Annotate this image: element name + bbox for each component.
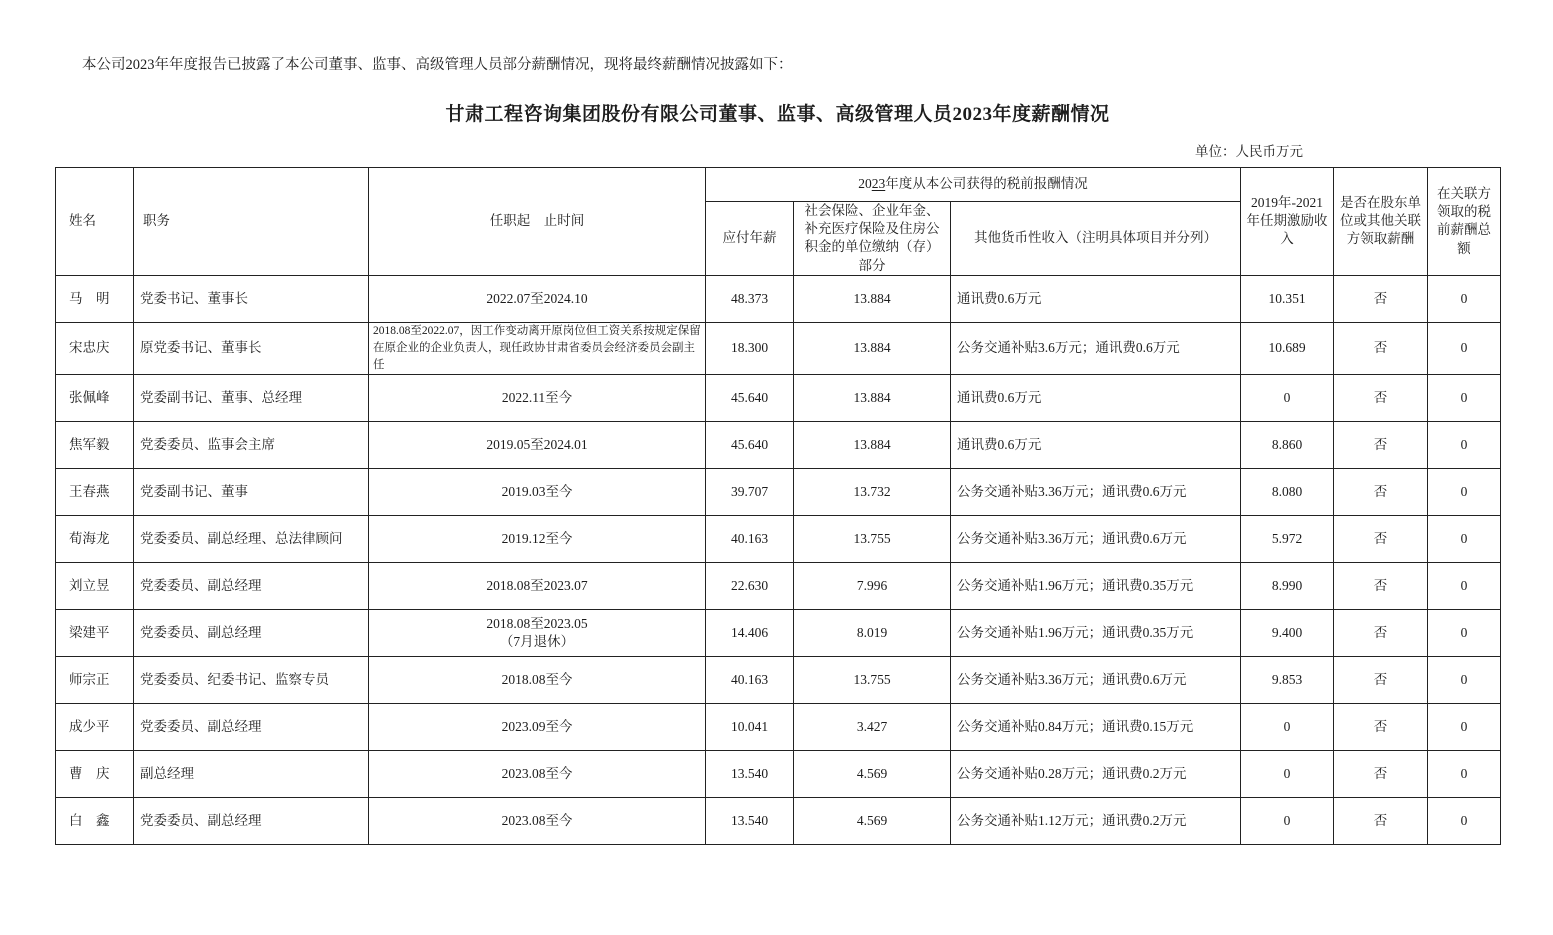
cell-term: 2018.08至今 xyxy=(369,657,706,704)
header-related-party-total: 在关联方领取的税前薪酬总额 xyxy=(1428,167,1501,275)
cell-name: 宋忠庆 xyxy=(56,322,134,375)
cell-social-insurance: 8.019 xyxy=(794,610,951,657)
header-annual-salary: 应付年薪 xyxy=(706,201,794,275)
header-position: 职务 xyxy=(134,167,369,275)
cell-related-party-pay: 否 xyxy=(1334,422,1428,469)
cell-related-party-pay: 否 xyxy=(1334,657,1428,704)
cell-social-insurance: 13.755 xyxy=(794,516,951,563)
cell-term: 2023.08至今 xyxy=(369,751,706,798)
cell-incentive: 0 xyxy=(1241,751,1334,798)
cell-incentive: 9.853 xyxy=(1241,657,1334,704)
table-row xyxy=(56,751,1501,798)
cell-other-income: 公务交通补贴3.6万元；通讯费0.6万元 xyxy=(951,322,1241,375)
cell-annual-salary: 10.041 xyxy=(706,704,794,751)
header-comp-group xyxy=(706,167,1241,201)
cell-related-party-pay: 否 xyxy=(1334,516,1428,563)
cell-related-party-pay: 否 xyxy=(1334,563,1428,610)
table-row xyxy=(56,516,1501,563)
cell-related-party-total: 0 xyxy=(1428,322,1501,375)
cell-term: 2023.09至今 xyxy=(369,704,706,751)
cell-social-insurance: 13.884 xyxy=(794,275,951,322)
cell-term: 2018.08至2023.05 （7月退休） xyxy=(369,610,706,657)
cell-position: 党委委员、副总经理 xyxy=(134,610,369,657)
salary-table xyxy=(55,167,1501,846)
cell-term: 2018.08至2022.07，因工作变动离开原岗位但工资关系按规定保留在原企业的企业负责人，现任政协甘肃省委员会经济委员会副主任 xyxy=(369,322,706,375)
cell-incentive: 5.972 xyxy=(1241,516,1334,563)
cell-other-income: 公务交通补贴1.96万元；通讯费0.35万元 xyxy=(951,563,1241,610)
cell-related-party-total: 0 xyxy=(1428,798,1501,845)
cell-position: 党委副书记、董事 xyxy=(134,469,369,516)
comp-group-prefix: 20 xyxy=(858,176,872,192)
cell-incentive: 8.860 xyxy=(1241,422,1334,469)
cell-incentive: 8.080 xyxy=(1241,469,1334,516)
document-page xyxy=(55,56,1500,845)
cell-position: 党委委员、副总经理 xyxy=(134,704,369,751)
cell-social-insurance: 13.755 xyxy=(794,657,951,704)
intro-paragraph: 本公司2023年年度报告已披露了本公司董事、监事、高级管理人员部分薪酬情况，现将最终薪酬情况披露如下： xyxy=(82,57,793,73)
cell-related-party-total: 0 xyxy=(1428,275,1501,322)
cell-incentive: 10.689 xyxy=(1241,322,1334,375)
cell-incentive: 0 xyxy=(1241,798,1334,845)
table-row xyxy=(56,798,1501,845)
cell-name: 曹 庆 xyxy=(56,751,134,798)
cell-incentive: 9.400 xyxy=(1241,610,1334,657)
cell-name: 焦军毅 xyxy=(56,422,134,469)
cell-related-party-total: 0 xyxy=(1428,422,1501,469)
header-term: 任职起 止时间 xyxy=(369,167,706,275)
cell-name: 荀海龙 xyxy=(56,516,134,563)
cell-annual-salary: 45.640 xyxy=(706,375,794,422)
cell-related-party-total: 0 xyxy=(1428,375,1501,422)
cell-annual-salary: 14.406 xyxy=(706,610,794,657)
cell-position: 党委委员、副总经理 xyxy=(134,798,369,845)
cell-term: 2022.07至2024.10 xyxy=(369,275,706,322)
table-row xyxy=(56,610,1501,657)
cell-related-party-pay: 否 xyxy=(1334,751,1428,798)
cell-name: 师宗正 xyxy=(56,657,134,704)
comp-group-suffix: 年度从本公司获得的税前报酬情况 xyxy=(885,176,1088,192)
cell-other-income: 公务交通补贴3.36万元；通讯费0.6万元 xyxy=(951,657,1241,704)
cell-other-income: 公务交通补贴0.84万元；通讯费0.15万元 xyxy=(951,704,1241,751)
cell-related-party-pay: 否 xyxy=(1334,375,1428,422)
table-row xyxy=(56,322,1501,375)
header-other-income: 其他货币性收入（注明具体项目并分列） xyxy=(951,201,1241,275)
cell-name: 张佩峰 xyxy=(56,375,134,422)
cell-other-income: 公务交通补贴3.36万元；通讯费0.6万元 xyxy=(951,469,1241,516)
cell-other-income: 公务交通补贴1.96万元；通讯费0.35万元 xyxy=(951,610,1241,657)
cell-position: 党委委员、纪委书记、监察专员 xyxy=(134,657,369,704)
cell-name: 马 明 xyxy=(56,275,134,322)
table-row xyxy=(56,422,1501,469)
cell-annual-salary: 39.707 xyxy=(706,469,794,516)
cell-name: 白 鑫 xyxy=(56,798,134,845)
cell-related-party-total: 0 xyxy=(1428,751,1501,798)
cell-name: 刘立昱 xyxy=(56,563,134,610)
table-row xyxy=(56,375,1501,422)
unit-note: 单位：人民币万元 xyxy=(1195,143,1303,159)
cell-other-income: 公务交通补贴0.28万元；通讯费0.2万元 xyxy=(951,751,1241,798)
table-row xyxy=(56,469,1501,516)
cell-term: 2023.08至今 xyxy=(369,798,706,845)
cell-related-party-pay: 否 xyxy=(1334,469,1428,516)
cell-social-insurance: 13.884 xyxy=(794,322,951,375)
cell-social-insurance: 13.884 xyxy=(794,422,951,469)
cell-related-party-pay: 否 xyxy=(1334,704,1428,751)
cell-related-party-pay: 否 xyxy=(1334,798,1428,845)
header-related-party-pay: 是否在股东单位或其他关联方领取薪酬 xyxy=(1334,167,1428,275)
cell-social-insurance: 4.569 xyxy=(794,798,951,845)
cell-term: 2018.08至2023.07 xyxy=(369,563,706,610)
cell-term: 2022.11至今 xyxy=(369,375,706,422)
cell-social-insurance: 4.569 xyxy=(794,751,951,798)
table-row xyxy=(56,657,1501,704)
cell-related-party-total: 0 xyxy=(1428,610,1501,657)
cell-annual-salary: 13.540 xyxy=(706,751,794,798)
cell-term: 2019.03至今 xyxy=(369,469,706,516)
cell-social-insurance: 3.427 xyxy=(794,704,951,751)
cell-related-party-pay: 否 xyxy=(1334,275,1428,322)
cell-position: 副总经理 xyxy=(134,751,369,798)
cell-position: 原党委书记、董事长 xyxy=(134,322,369,375)
cell-annual-salary: 40.163 xyxy=(706,657,794,704)
cell-related-party-total: 0 xyxy=(1428,469,1501,516)
cell-annual-salary: 40.163 xyxy=(706,516,794,563)
header-incentive: 2019年-2021年任期激励收入 xyxy=(1241,167,1334,275)
cell-annual-salary: 45.640 xyxy=(706,422,794,469)
cell-related-party-total: 0 xyxy=(1428,516,1501,563)
header-social-insurance: 社会保险、企业年金、补充医疗保险及住房公积金的单位缴纳（存）部分 xyxy=(794,201,951,275)
cell-other-income: 通讯费0.6万元 xyxy=(951,375,1241,422)
cell-annual-salary: 18.300 xyxy=(706,322,794,375)
cell-incentive: 10.351 xyxy=(1241,275,1334,322)
cell-incentive: 0 xyxy=(1241,375,1334,422)
cell-term: 2019.05至2024.01 xyxy=(369,422,706,469)
cell-related-party-pay: 否 xyxy=(1334,610,1428,657)
table-row xyxy=(56,704,1501,751)
cell-annual-salary: 22.630 xyxy=(706,563,794,610)
cell-term: 2019.12至今 xyxy=(369,516,706,563)
cell-incentive: 8.990 xyxy=(1241,563,1334,610)
cell-other-income: 通讯费0.6万元 xyxy=(951,275,1241,322)
cell-name: 王春燕 xyxy=(56,469,134,516)
page-title: 甘肃工程咨询集团股份有限公司董事、监事、高级管理人员2023年度薪酬情况 xyxy=(445,103,1110,125)
cell-related-party-total: 0 xyxy=(1428,704,1501,751)
cell-other-income: 公务交通补贴1.12万元；通讯费0.2万元 xyxy=(951,798,1241,845)
cell-related-party-pay: 否 xyxy=(1334,322,1428,375)
comp-group-underlined: 23 xyxy=(871,176,886,192)
cell-social-insurance: 7.996 xyxy=(794,563,951,610)
cell-related-party-total: 0 xyxy=(1428,563,1501,610)
cell-position: 党委委员、监事会主席 xyxy=(134,422,369,469)
cell-annual-salary: 48.373 xyxy=(706,275,794,322)
table-row xyxy=(56,275,1501,322)
cell-name: 成少平 xyxy=(56,704,134,751)
cell-position: 党委委员、副总经理 xyxy=(134,563,369,610)
cell-position: 党委书记、董事长 xyxy=(134,275,369,322)
cell-position: 党委副书记、董事、总经理 xyxy=(134,375,369,422)
salary-table-body xyxy=(56,275,1501,845)
cell-other-income: 通讯费0.6万元 xyxy=(951,422,1241,469)
cell-social-insurance: 13.884 xyxy=(794,375,951,422)
cell-incentive: 0 xyxy=(1241,704,1334,751)
table-row xyxy=(56,563,1501,610)
cell-name: 梁建平 xyxy=(56,610,134,657)
cell-social-insurance: 13.732 xyxy=(794,469,951,516)
cell-other-income: 公务交通补贴3.36万元；通讯费0.6万元 xyxy=(951,516,1241,563)
cell-position: 党委委员、副总经理、总法律顾问 xyxy=(134,516,369,563)
header-name: 姓名 xyxy=(56,167,134,275)
cell-annual-salary: 13.540 xyxy=(706,798,794,845)
salary-table-header xyxy=(56,167,1501,275)
cell-related-party-total: 0 xyxy=(1428,657,1501,704)
